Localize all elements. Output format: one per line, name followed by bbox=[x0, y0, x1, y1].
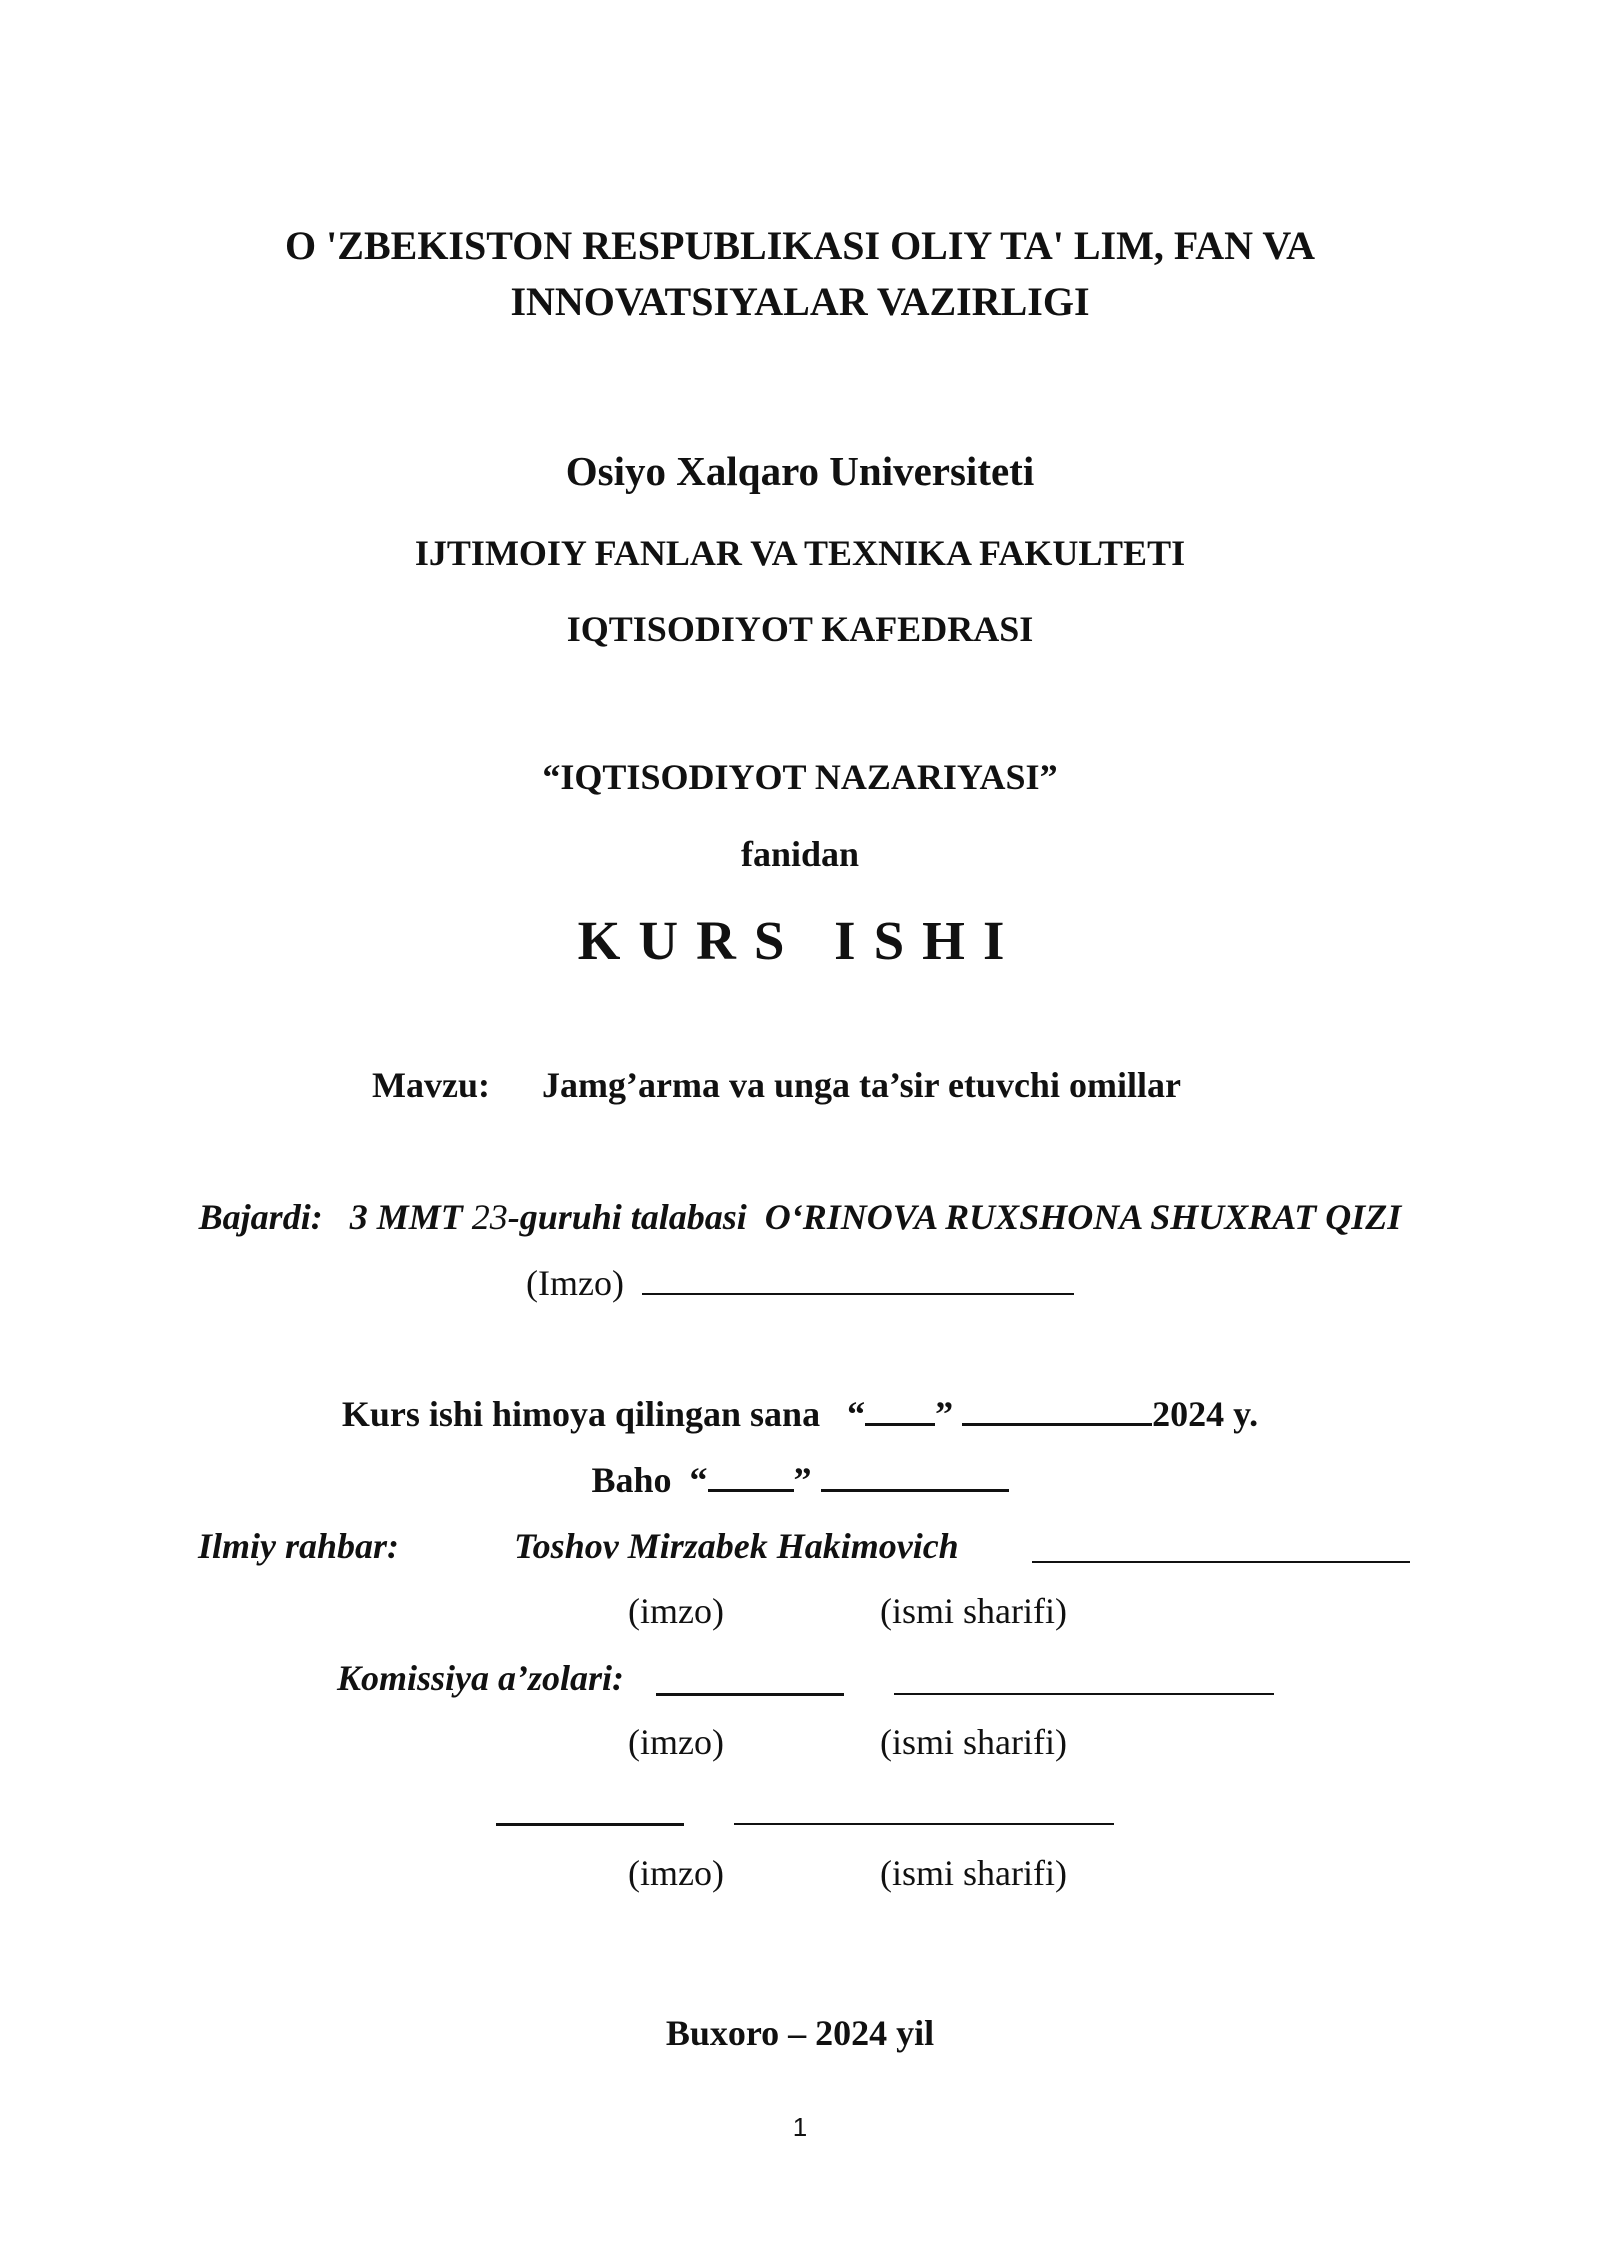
date-day-blank bbox=[865, 1393, 935, 1426]
supervisor-signature-rule bbox=[1032, 1525, 1410, 1563]
performer-line bbox=[0, 1196, 1600, 1238]
performer-label: Bajardi: bbox=[198, 1197, 323, 1237]
date-month-blank bbox=[962, 1393, 1152, 1426]
student-signature-label: (Imzo) bbox=[526, 1263, 624, 1303]
student-name: O‘RINOVA RUXSHONA SHUXRAT QIZI bbox=[764, 1197, 1402, 1237]
topic-label: Mavzu: bbox=[372, 1065, 490, 1105]
grade-label: Baho bbox=[591, 1460, 672, 1500]
date-close-quote: ” bbox=[935, 1394, 954, 1434]
city-year: Buxoro – 2024 yil bbox=[665, 2013, 935, 2053]
defense-year: 2024 y. bbox=[1152, 1394, 1259, 1434]
supervisor-name-caption: (ismi sharifi) bbox=[880, 1591, 1067, 1631]
student-signature-line bbox=[0, 1262, 1600, 1304]
subject-suffix: fanidan bbox=[740, 834, 860, 874]
commission-name-rule-2 bbox=[734, 1787, 1114, 1825]
commission-name-rule-1 bbox=[894, 1657, 1274, 1695]
student-signature-rule bbox=[642, 1263, 1074, 1295]
supervisor-label: Ilmiy rahbar: bbox=[198, 1526, 400, 1566]
grade-blank bbox=[708, 1459, 794, 1492]
commission-signature-caption-1: (imzo) bbox=[628, 1722, 724, 1762]
grade-line bbox=[0, 1459, 1600, 1501]
subject-title: “IQTISODIYOT NAZARIYASI” bbox=[542, 757, 1058, 797]
commission-signature-rule-2 bbox=[496, 1787, 684, 1826]
topic-value: Jamg’arma va unga ta’sir etuvchi omillar bbox=[542, 1065, 1181, 1105]
commission-signature-caption-2: (imzo) bbox=[628, 1853, 724, 1893]
performer-group-suffix: -guruhi talabasi bbox=[507, 1197, 747, 1237]
supervisor-signature-caption: (imzo) bbox=[628, 1591, 724, 1631]
grade-close-quote: ” bbox=[793, 1460, 812, 1500]
department-name: IQTISODIYOT KAFEDRASI bbox=[566, 609, 1034, 649]
work-type-title: KURS ISHI bbox=[577, 910, 1023, 971]
defense-date-line bbox=[0, 1393, 1600, 1435]
grade-open-quote: “ bbox=[689, 1460, 708, 1500]
commission-name-caption-1: (ismi sharifi) bbox=[880, 1722, 1067, 1762]
commission-name-caption-2: (ismi sharifi) bbox=[880, 1853, 1067, 1893]
commission-signature-rule-1 bbox=[656, 1657, 844, 1696]
ministry-title-line1: O 'ZBEKISTON RESPUBLIKASI OLIY TA' LIM, FAN VA bbox=[285, 223, 1315, 268]
grade-text-blank bbox=[821, 1459, 1009, 1492]
defense-date-label: Kurs ishi himoya qilingan sana bbox=[341, 1394, 821, 1434]
ministry-title-line2: INNOVATSIYALAR VAZIRLIGI bbox=[510, 279, 1090, 324]
commission-label: Komissiya a’zolari: bbox=[337, 1658, 625, 1698]
performer-group-number: 23 bbox=[471, 1197, 508, 1237]
faculty-name: IJTIMOIY FANLAR VA TEXNIKA FAKULTETI bbox=[414, 533, 1186, 573]
supervisor-name: Toshov Mirzabek Hakimovich bbox=[514, 1526, 959, 1566]
university-name: Osiyo Xalqaro Universiteti bbox=[565, 448, 1035, 494]
performer-group-prefix: 3 MMT bbox=[349, 1197, 472, 1237]
date-open-quote: “ bbox=[847, 1394, 866, 1434]
page-number: 1 bbox=[792, 2112, 808, 2142]
